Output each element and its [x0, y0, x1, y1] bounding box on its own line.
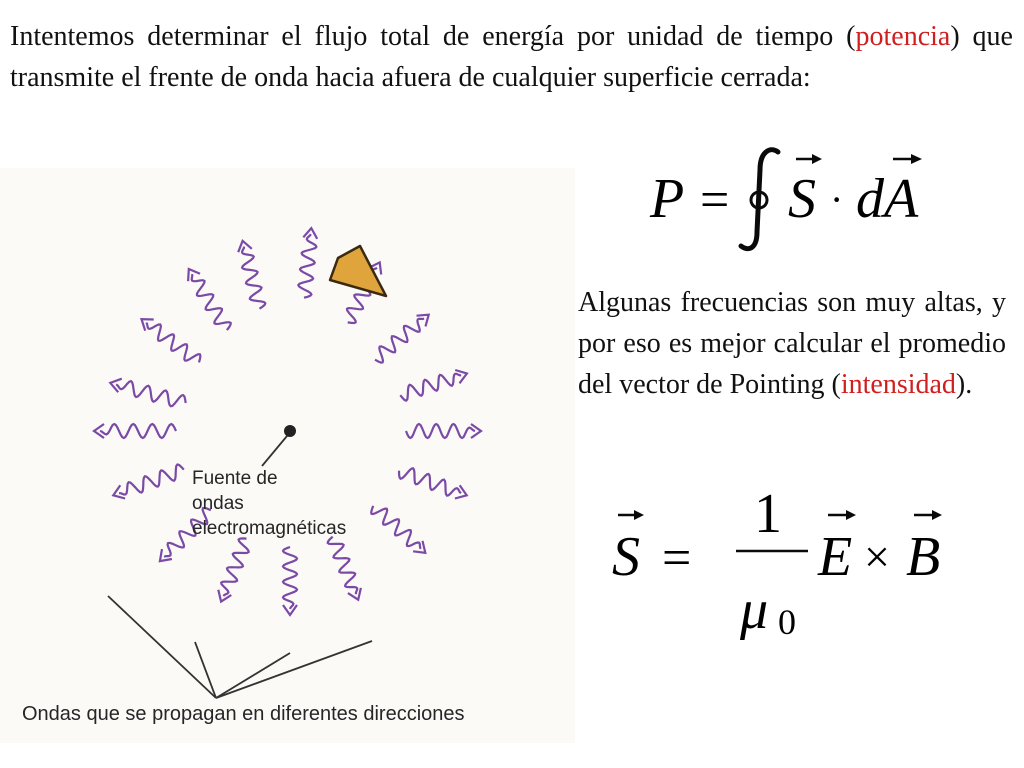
- wave-arrowhead-icon: [188, 269, 200, 281]
- vector-arrow-s2-icon: [618, 510, 644, 520]
- wave-arrow-icon: [400, 374, 461, 401]
- surface-patch-icon: [330, 246, 386, 296]
- formula-poynting-vec-e: E: [818, 526, 853, 588]
- wave-arrow-icon: [119, 465, 184, 495]
- wave-arrowhead-icon: [455, 370, 467, 383]
- wave-arrowhead-icon: [303, 228, 317, 239]
- source-point-icon: [284, 425, 296, 437]
- vector-arrow-b-icon: [914, 510, 942, 520]
- wave-arrow-icon: [328, 537, 358, 595]
- wave-arrow-icon: [116, 381, 186, 406]
- formula-poynting-vec-b: B: [906, 526, 941, 588]
- formula-power-vec-s: S: [788, 168, 816, 230]
- integral-sign-icon: [741, 150, 778, 249]
- wave-arrow-icon: [100, 424, 176, 438]
- source-label-line-3: electromagnéticas: [192, 518, 347, 539]
- source-label-line-2: ondas: [192, 493, 244, 514]
- formula-poynting-sub: 0: [778, 602, 796, 642]
- vector-arrow-s-icon: [796, 154, 822, 164]
- source-pointer-line: [262, 436, 287, 466]
- wave-arrow-icon: [221, 538, 249, 596]
- radiating-waves: [94, 228, 481, 615]
- side-highlight-intensidad: intensidad: [840, 369, 956, 400]
- side-paragraph: [578, 282, 1006, 405]
- formula-power-d: d: [856, 168, 884, 230]
- formula-power-equals: =: [700, 172, 730, 229]
- wave-arrow-icon: [406, 424, 475, 438]
- formula-poynting-mu: μ: [740, 579, 769, 641]
- wave-arrowhead-icon: [348, 588, 361, 600]
- formula-poynting-vec-s: S: [612, 526, 640, 588]
- wave-arrow-icon: [298, 234, 316, 298]
- side-text-before: Algunas frecuencias son muy altas, y por eso es mejor calcular el promedio del vector de Pointing (: [578, 287, 1006, 400]
- wave-arrowhead-icon: [283, 605, 297, 615]
- intro-text-after: ) que transmite el frente de onda hacia afuera de cualquier superficie cerrada:: [10, 21, 1013, 93]
- formula-poynting-numerator: 1: [754, 483, 782, 545]
- waves-label: Ondas que se propagan en diferentes direcciones: [22, 703, 465, 725]
- formula-power-vec-a: A: [884, 168, 919, 230]
- closed-contour-icon: [751, 192, 767, 208]
- em-waves-illustration: [0, 168, 575, 743]
- source-label-line-1: Fuente de: [192, 468, 278, 489]
- wave-arrow-icon: [375, 319, 424, 363]
- vector-arrow-a-icon: [893, 154, 922, 164]
- wave-arrow-icon: [146, 323, 200, 363]
- intro-highlight-potencia: potencia: [855, 21, 951, 52]
- formula-poynting-equals: =: [662, 530, 692, 587]
- wave-arrow-icon: [283, 547, 297, 609]
- wave-arrow-icon: [192, 274, 231, 330]
- wave-arrowhead-icon: [113, 485, 125, 498]
- formula-poynting-times: ×: [864, 531, 890, 582]
- vector-arrow-e-icon: [828, 510, 856, 520]
- wave-arrowhead-icon: [238, 241, 252, 252]
- intro-text-before: Intentemos determinar el flujo total de energía por unidad de tiempo (: [10, 21, 856, 52]
- intro-paragraph: [10, 16, 1013, 98]
- formula-power-dot: ·: [830, 177, 844, 222]
- formula-power-lhs: P: [650, 168, 685, 230]
- waves-pointer-lines: [108, 596, 372, 698]
- side-text-after: ).: [955, 369, 973, 400]
- source-label: [192, 466, 412, 541]
- wave-arrow-icon: [242, 247, 265, 309]
- em-waves-svg: [0, 168, 575, 743]
